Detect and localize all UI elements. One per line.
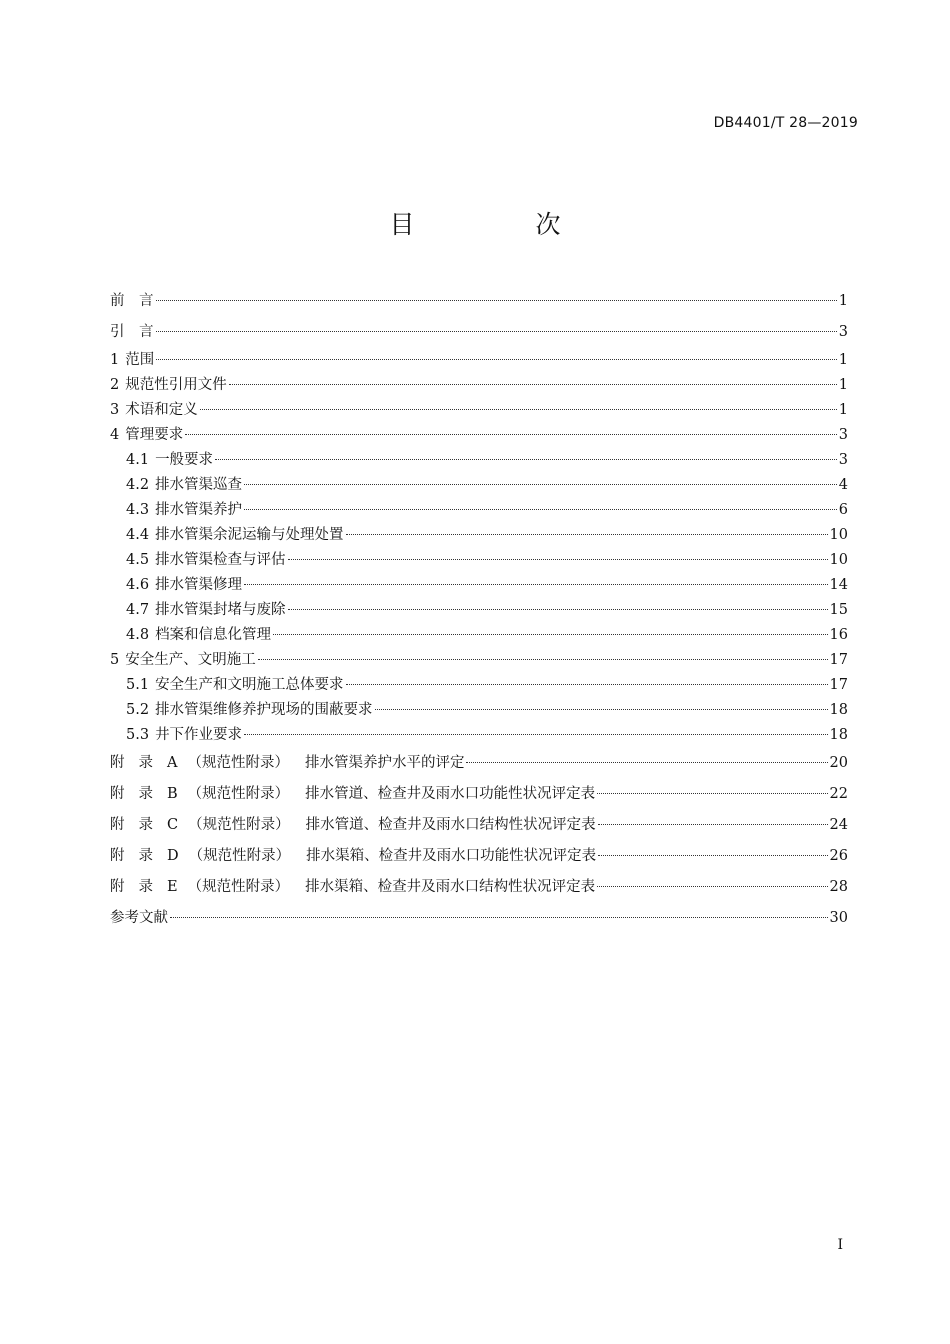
toc-entry-number: 3 (110, 402, 120, 418)
toc-entry-page: 22 (829, 786, 848, 802)
toc-leader-dots (598, 824, 828, 825)
toc-entry-page: 3 (838, 324, 848, 340)
toc-entry-page: 1 (838, 377, 848, 393)
toc-entry-page: 4 (838, 477, 848, 493)
toc-entry-appendix-a[interactable] (110, 748, 848, 779)
toc-entry-page: 1 (838, 293, 848, 309)
toc-entry-subsection[interactable] (110, 698, 848, 723)
toc-entry-page: 1 (838, 352, 848, 368)
toc-leader-dots (258, 659, 828, 660)
toc-leader-dots (215, 459, 837, 460)
appendix-prefix: 附录 (110, 879, 167, 895)
toc-entry-number: 5.1 (126, 677, 150, 693)
toc-entry-label: 参考文献 (110, 910, 168, 926)
toc-leader-dots (466, 762, 827, 763)
toc-leader-dots (156, 359, 837, 360)
toc-entry-page: 17 (829, 677, 848, 693)
toc-entry-subsection[interactable] (110, 498, 848, 523)
document-code: DB4401/T 28—2019 (713, 115, 858, 131)
toc-entry-label: 前 言 (110, 293, 154, 309)
appendix-letter: C (167, 817, 179, 833)
toc-leader-dots (244, 734, 827, 735)
appendix-kind: （规范性附录） (188, 848, 291, 864)
toc-entry-page: 20 (829, 755, 848, 771)
appendix-prefix: 附录 (110, 755, 167, 771)
appendix-letter: B (167, 786, 178, 802)
appendix-letter: D (167, 848, 179, 864)
toc-entry-label: 排水管渠养护 (155, 502, 243, 518)
toc-leader-dots (273, 634, 827, 635)
toc-entry-label: 排水管渠养护水平的评定 (304, 755, 465, 771)
toc-entry-label: 范围 (125, 352, 155, 368)
toc-entry-section[interactable] (110, 648, 848, 673)
page-number: I (837, 1237, 843, 1253)
toc-entry-subsection[interactable] (110, 573, 848, 598)
toc-entry-page: 15 (829, 602, 848, 618)
appendix-kind: （规范性附录） (187, 879, 290, 895)
toc-entry-page: 1 (838, 402, 848, 418)
toc-entry-page: 18 (829, 727, 848, 743)
toc-entry-appendix-d[interactable] (110, 841, 848, 872)
toc-leader-dots (375, 709, 828, 710)
appendix-prefix: 附录 (110, 848, 167, 864)
toc-entry-label: 安全生产、文明施工 (125, 652, 256, 668)
toc-entry-page: 3 (838, 452, 848, 468)
toc-leader-dots (346, 534, 828, 535)
toc-entry-appendix-e[interactable] (110, 872, 848, 903)
appendix-prefix: 附录 (110, 786, 167, 802)
toc-leader-dots (597, 793, 827, 794)
toc-entry-number: 1 (110, 352, 120, 368)
toc-entry-label: 排水管渠封堵与废除 (155, 602, 286, 618)
toc-leader-dots (244, 484, 837, 485)
toc-entry-label: 排水管渠维修养护现场的围蔽要求 (155, 702, 373, 718)
toc-entry-subsection[interactable] (110, 473, 848, 498)
toc-entry-number: 5 (110, 652, 120, 668)
toc-entry-label: 排水管渠检查与评估 (155, 552, 286, 568)
toc-entry-number: 4.5 (126, 552, 150, 568)
toc-entry-page: 16 (829, 627, 848, 643)
appendix-kind: （规范性附录） (187, 786, 290, 802)
toc-entry-section[interactable] (110, 348, 848, 373)
appendix-letter: E (167, 879, 178, 895)
toc-leader-dots (200, 409, 837, 410)
toc-entry-page: 10 (829, 527, 848, 543)
toc-entry-page: 17 (829, 652, 848, 668)
toc-leader-dots (598, 855, 827, 856)
toc-entry-number: 5.2 (126, 702, 150, 718)
toc-entry-label: 排水渠箱、检查井及雨水口结构性状况评定表 (305, 879, 596, 895)
toc-entry-page: 30 (829, 910, 848, 926)
appendix-kind: （规范性附录） (188, 817, 290, 833)
toc-entry-appendix-c[interactable] (110, 810, 848, 841)
table-of-contents (110, 286, 848, 934)
toc-entry-section[interactable] (110, 398, 848, 423)
toc-entry-page: 28 (829, 879, 848, 895)
toc-entry-number: 4.1 (126, 452, 150, 468)
toc-entry-label: 规范性引用文件 (125, 377, 227, 393)
toc-entry-label: 排水管渠修理 (155, 577, 243, 593)
toc-entry-number: 4.3 (126, 502, 150, 518)
toc-entry-subsection[interactable] (110, 548, 848, 573)
toc-entry-introduction[interactable] (110, 317, 848, 348)
toc-entry-number: 4.4 (126, 527, 150, 543)
appendix-letter: A (167, 755, 178, 771)
toc-entry-page: 18 (829, 702, 848, 718)
toc-entry-label: 档案和信息化管理 (155, 627, 272, 643)
toc-entry-number: 4.8 (126, 627, 150, 643)
toc-entry-label: 引 言 (110, 324, 154, 340)
toc-entry-section[interactable] (110, 423, 848, 448)
toc-entry-subsection[interactable] (110, 673, 848, 698)
toc-leader-dots (229, 384, 837, 385)
toc-entry-label: 术语和定义 (125, 402, 198, 418)
toc-entry-label: 安全生产和文明施工总体要求 (155, 677, 344, 693)
toc-leader-dots (288, 609, 828, 610)
toc-entry-number: 5.3 (126, 727, 150, 743)
page-title: 目 次 (389, 210, 609, 239)
toc-leader-dots (156, 300, 837, 301)
toc-entry-section[interactable] (110, 373, 848, 398)
toc-leader-dots (288, 559, 828, 560)
toc-entry-label: 井下作业要求 (155, 727, 243, 743)
toc-entry-appendix-b[interactable] (110, 779, 848, 810)
toc-entry-page: 10 (829, 552, 848, 568)
toc-entry-label: 排水管道、检查井及雨水口功能性状况评定表 (305, 786, 596, 802)
toc-entry-label: 排水管渠余泥运输与处理处置 (155, 527, 344, 543)
toc-entry-number: 4.7 (126, 602, 150, 618)
toc-entry-subsection[interactable] (110, 623, 848, 648)
toc-leader-dots (170, 917, 828, 918)
toc-entry-label: 管理要求 (125, 427, 184, 443)
toc-leader-dots (244, 584, 827, 585)
toc-entry-subsection[interactable] (110, 723, 848, 748)
toc-entry-label: 一般要求 (155, 452, 214, 468)
toc-entry-label: 排水管渠巡查 (155, 477, 243, 493)
toc-entry-number: 4.6 (126, 577, 150, 593)
toc-entry-label: 排水渠箱、检查井及雨水口功能性状况评定表 (306, 848, 597, 864)
toc-entry-label: 排水管道、检查井及雨水口结构性状况评定表 (305, 817, 596, 833)
toc-entry-number: 2 (110, 377, 120, 393)
toc-leader-dots (185, 434, 837, 435)
toc-entry-page: 14 (829, 577, 848, 593)
toc-entry-number: 4.2 (126, 477, 150, 493)
toc-entry-page: 24 (829, 817, 848, 833)
toc-leader-dots (346, 684, 828, 685)
toc-entry-subsection[interactable] (110, 523, 848, 548)
toc-entry-subsection[interactable] (110, 598, 848, 623)
toc-leader-dots (597, 886, 827, 887)
toc-entry-foreword[interactable] (110, 286, 848, 317)
toc-entry-bibliography[interactable] (110, 903, 848, 934)
toc-entry-number: 4 (110, 427, 120, 443)
toc-entry-page: 26 (829, 848, 848, 864)
appendix-kind: （规范性附录） (187, 755, 289, 771)
toc-entry-page: 6 (838, 502, 848, 518)
appendix-prefix: 附录 (110, 817, 167, 833)
toc-entry-page: 3 (838, 427, 848, 443)
toc-leader-dots (244, 509, 837, 510)
toc-entry-subsection[interactable] (110, 448, 848, 473)
toc-leader-dots (156, 331, 837, 332)
